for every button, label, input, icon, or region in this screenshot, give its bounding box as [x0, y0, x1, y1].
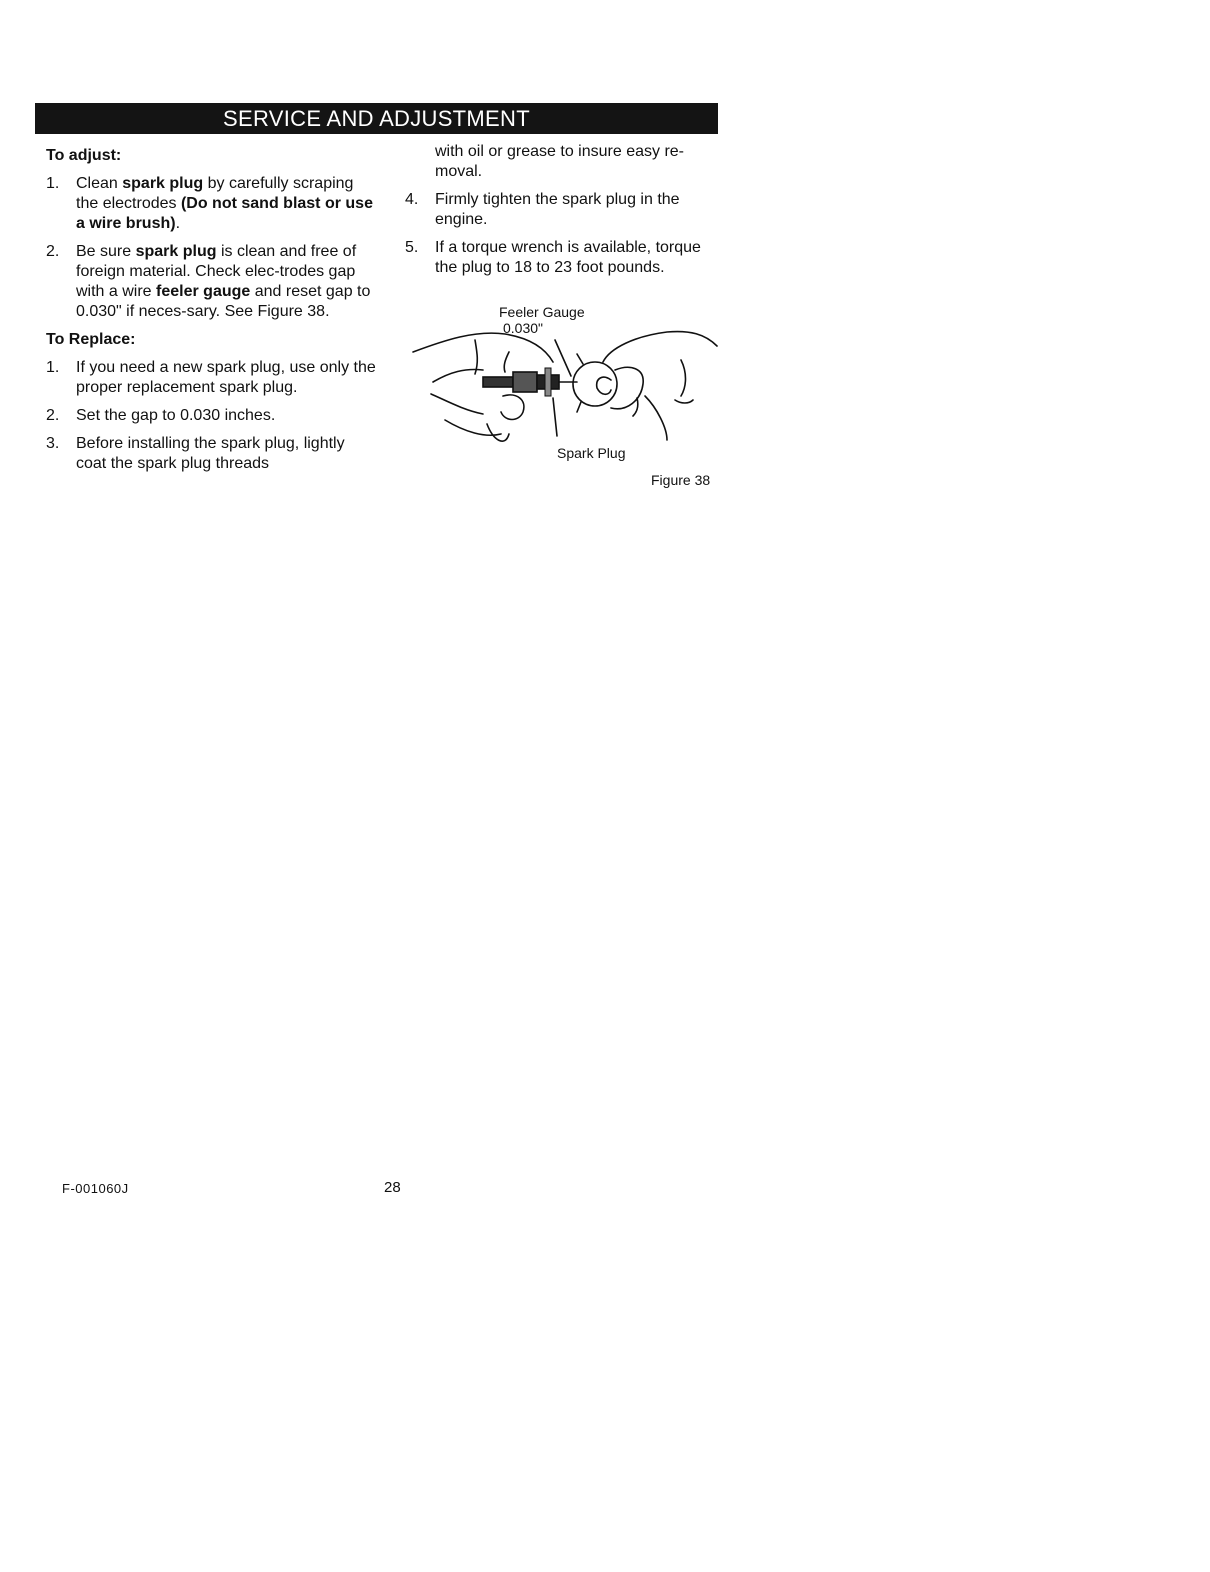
- list-item: 2. Be sure spark plug is clean and free of foreign material. Check elec-trodes gap with a wire feeler gauge and reset gap to 0.030" if neces-sary. See Figure 38.: [46, 243, 371, 320]
- list-item: 1. If you need a new spark plug, use only the proper replacement spark plug.: [46, 359, 376, 396]
- gap-value-label: 0.030": [503, 320, 544, 336]
- replace-heading: To Replace:: [46, 331, 136, 348]
- list-item: 4. Firmly tighten the spark plug in the engine.: [405, 191, 680, 228]
- list-item: 3. Before installing the spark plug, lightly coat the spark plug threads: [46, 435, 345, 472]
- list-continuation: with oil or grease to insure easy re-moval.: [435, 143, 684, 180]
- list-item: 1. Clean spark plug by carefully scraping the electrodes (Do not sand blast or use a wire brush).: [46, 175, 373, 232]
- replace-list-continued: [405, 190, 725, 278]
- left-column: [46, 146, 376, 482]
- list-item: 2. Set the gap to 0.030 inches.: [46, 407, 276, 424]
- spark-plug-gap-illustration: [405, 300, 725, 465]
- figure-38: [405, 300, 725, 500]
- list-item: 5. If a torque wrench is available, torque the plug to 18 to 23 foot pounds.: [405, 239, 701, 276]
- right-column: [405, 142, 725, 286]
- adjust-heading: To adjust:: [46, 147, 122, 164]
- document-code: F-001060J: [62, 1181, 129, 1196]
- adjust-list: [46, 174, 376, 322]
- section-banner: SERVICE AND ADJUSTMENT: [35, 103, 718, 134]
- page-number: 28: [384, 1179, 401, 1196]
- spark-plug-label: Spark Plug: [557, 445, 626, 461]
- feeler-gauge-label: Feeler Gauge: [499, 304, 585, 320]
- figure-caption: Figure 38: [651, 472, 711, 488]
- replace-list: [46, 358, 376, 474]
